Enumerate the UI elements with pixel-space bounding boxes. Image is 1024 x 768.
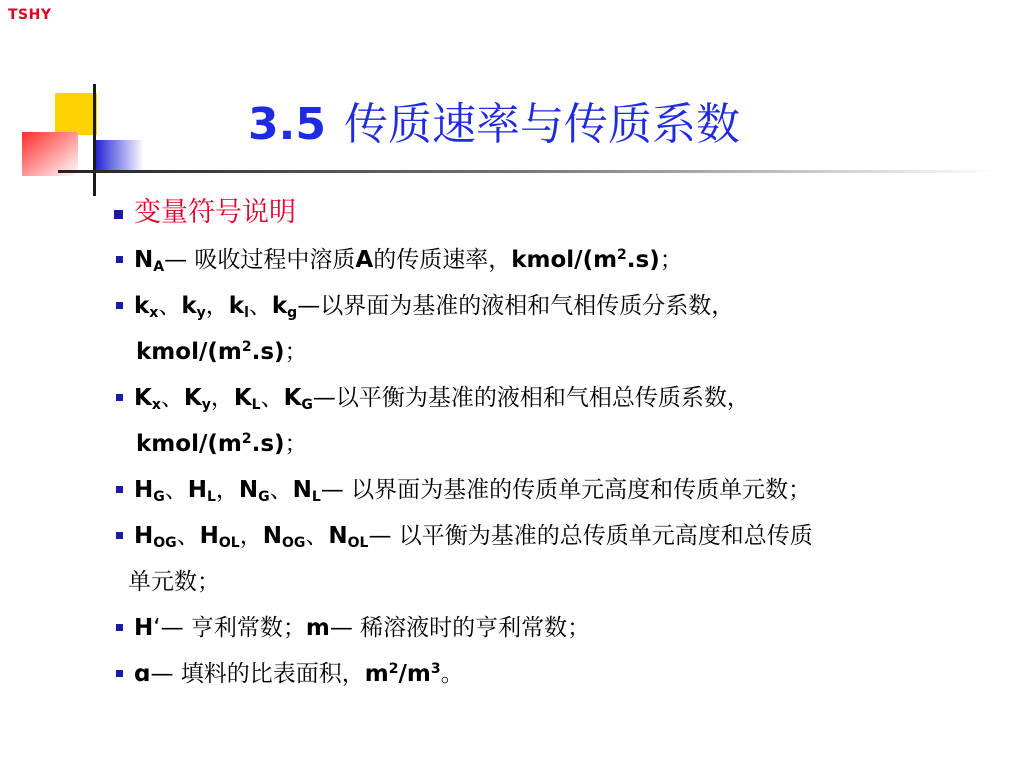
- bullet-icon: [114, 210, 123, 219]
- slide-body: [112, 193, 1012, 697]
- bullet-icon: [116, 624, 123, 631]
- list-item-k-big: $K_x$、$K_y$，$K_L$、$K_G—$以平衡为基准的液相和气相总传质系数，: [112, 375, 1012, 421]
- red-square: [22, 132, 78, 176]
- list-item-alpha: ɑ— 填料的比表面积，$m^2/m^3$。: [112, 651, 1012, 697]
- list-item-k-big-unit: kmol/$(m^2.s)$；: [136, 431, 308, 457]
- section-heading: 变量符号说明: [112, 193, 1012, 233]
- list-item-na: $N_A—$ 吸收过程中溶质A的传质速率，kmol/$(m^2.s)$；: [112, 237, 1012, 283]
- bullet-icon: [116, 256, 123, 263]
- list-item-hn-overall-cont: 单元数；: [128, 569, 220, 595]
- list-item-k-small: $k_x$、$k_y$，$k_l$、$k_g—$以界面为基准的液相和气相传质分系数，: [112, 283, 1012, 329]
- bullet-icon: [116, 302, 123, 309]
- bullet-icon: [116, 670, 123, 677]
- blue-square: [96, 140, 144, 170]
- bullet-icon: [116, 532, 123, 539]
- list-item-henry: H‘— 亨利常数；m— 稀溶液时的亨利常数；: [112, 605, 1012, 651]
- corner-tag: TSHY: [8, 7, 52, 23]
- bullet-icon: [116, 394, 123, 401]
- list-item-hn: $H_G$、$H_L$，$N_G$、$N_L—$ 以界面为基准的传质单元高度和传质单元数；: [112, 467, 1012, 513]
- yellow-square: [55, 93, 97, 135]
- slide-title: [248, 88, 740, 152]
- bullet-icon: [116, 486, 123, 493]
- title-text: 传质速率与传质系数: [343, 99, 740, 150]
- title-number: 3.5: [248, 99, 326, 150]
- list-item-k-small-unit: kmol/$(m^2.s)$；: [136, 339, 308, 365]
- list-item-hn-overall: $H_{OG}$、$H_{OL}$，$N_{OG}$、$N_{OL}—$ 以平衡为基准的总传质单元高度和总传质: [112, 513, 1012, 559]
